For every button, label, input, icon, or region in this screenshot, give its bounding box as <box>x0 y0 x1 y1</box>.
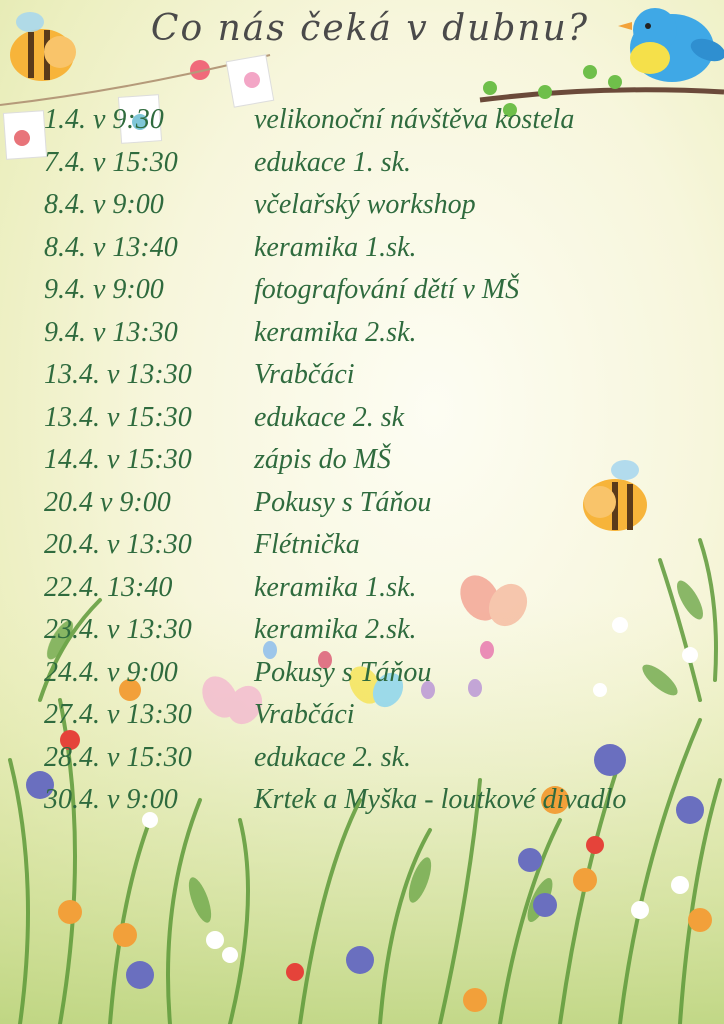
event-date: 28.4. v 15:30 <box>44 741 192 773</box>
event-row <box>44 568 704 611</box>
event-name: Pokusy s Táňou <box>254 486 432 518</box>
event-date: 20.4 v 9:00 <box>44 486 171 518</box>
event-name: včelařský workshop <box>254 189 476 220</box>
event-name: fotografování dětí v MŠ <box>254 274 520 305</box>
event-date: 20.4. v 13:30 <box>44 529 192 560</box>
event-date: 9.4. v 9:00 <box>44 274 164 305</box>
event-row <box>44 525 704 568</box>
event-date: 8.4. v 13:40 <box>44 231 178 263</box>
event-date: 14.4. v 15:30 <box>44 444 192 475</box>
event-date: 30.4. v 9:00 <box>44 784 178 815</box>
event-name: Krtek a Myška - loutkové divadlo <box>254 784 627 815</box>
event-row <box>44 653 704 696</box>
event-row <box>44 185 704 228</box>
event-date: 27.4. v 13:30 <box>44 699 192 730</box>
event-date: 7.4. v 15:30 <box>44 146 178 178</box>
event-date: 13.4. v 15:30 <box>44 401 192 433</box>
event-row <box>44 610 704 653</box>
event-name: keramika 2.sk. <box>254 614 417 645</box>
event-list <box>44 100 704 823</box>
event-date: 1.4. v 9:30 <box>44 104 164 135</box>
event-date: 22.4. 13:40 <box>44 571 173 603</box>
event-row <box>44 270 704 313</box>
event-row <box>44 695 704 738</box>
event-date: 13.4. v 13:30 <box>44 359 192 390</box>
event-name: edukace 2. sk. <box>254 741 412 773</box>
event-name: keramika 2.sk. <box>254 316 417 348</box>
event-row <box>44 483 704 526</box>
event-row <box>44 738 704 781</box>
event-row <box>44 100 704 143</box>
event-row <box>44 780 704 823</box>
event-name: velikonoční návštěva kostela <box>254 104 575 135</box>
event-row <box>44 355 704 398</box>
event-row <box>44 398 704 441</box>
event-name: Pokusy s Táňou <box>254 656 432 688</box>
page-title: Co nás čeká v dubnu? <box>150 8 590 49</box>
event-name: Flétnička <box>254 529 360 560</box>
event-row <box>44 313 704 356</box>
event-name: Vrabčáci <box>254 699 355 730</box>
event-name: zápis do MŠ <box>254 444 391 475</box>
event-date: 9.4. v 13:30 <box>44 316 178 348</box>
event-name: edukace 1. sk. <box>254 146 412 178</box>
event-date: 23.4. v 13:30 <box>44 614 192 645</box>
event-name: keramika 1.sk. <box>254 571 417 603</box>
event-row <box>44 440 704 483</box>
event-name: keramika 1.sk. <box>254 231 417 263</box>
event-name: Vrabčáci <box>254 359 355 390</box>
event-row <box>44 143 704 186</box>
event-row <box>44 228 704 271</box>
event-name: edukace 2. sk <box>254 401 405 433</box>
event-date: 8.4. v 9:00 <box>44 189 164 220</box>
event-date: 24.4. v 9:00 <box>44 656 178 688</box>
